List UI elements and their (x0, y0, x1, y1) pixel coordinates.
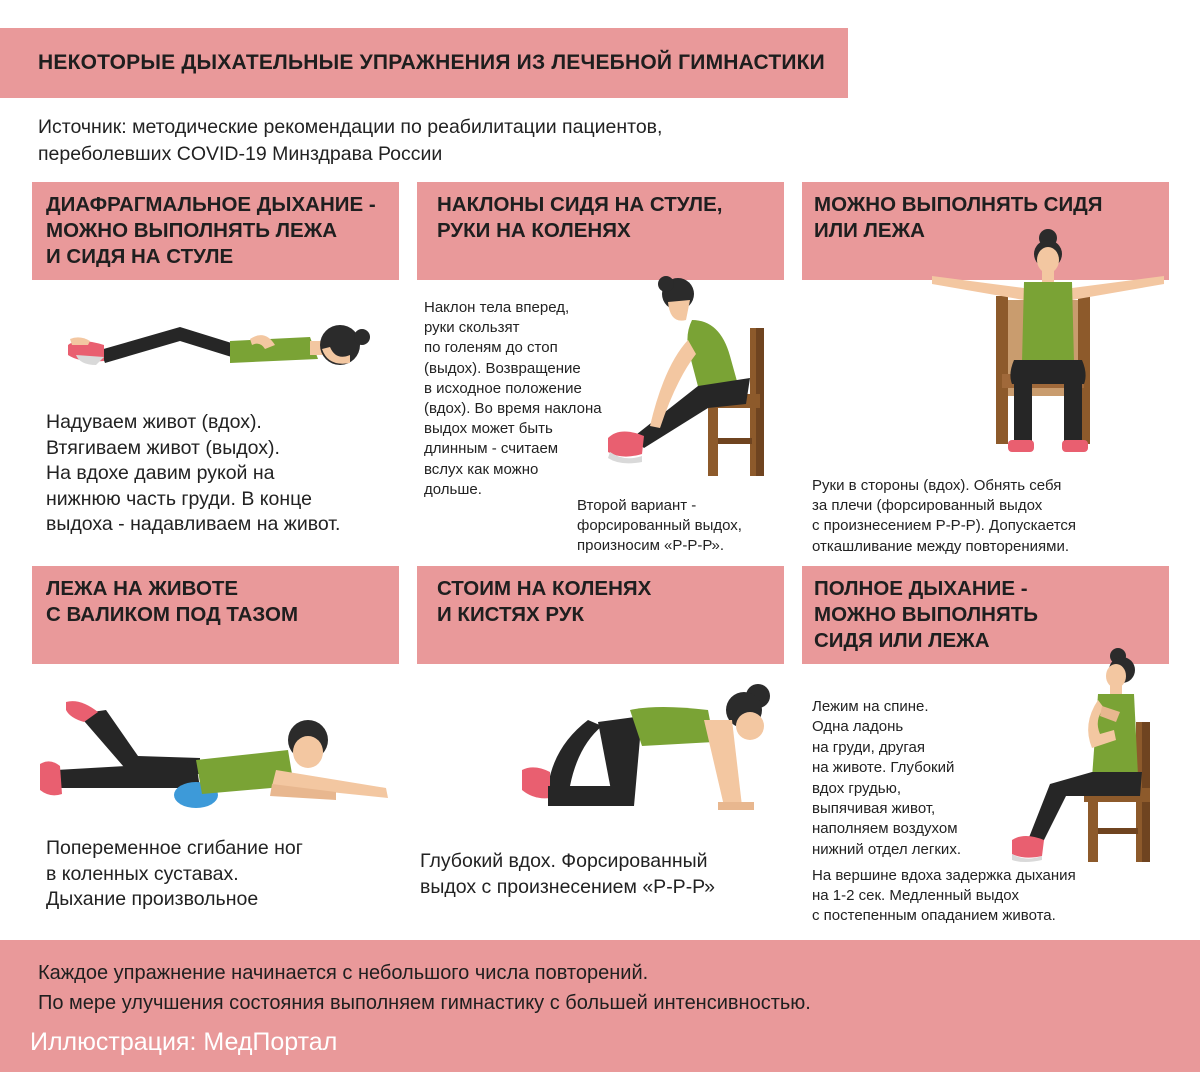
card-6-text-line: выпячивая живот, (812, 800, 936, 818)
card-1-text-line: выдоха - надавливаем на живот. (46, 513, 341, 535)
card-2-text-line: Наклон тела вперед, (424, 299, 570, 316)
card-2-text (424, 298, 602, 500)
card-1-header-line: МОЖНО ВЫПОЛНЯТЬ ЛЕЖА (46, 219, 338, 242)
source-line-2: переболевших COVID-19 Минздрава России (38, 143, 443, 165)
card-2-header-line: НАКЛОНЫ СИДЯ НА СТУЛЕ, (437, 193, 723, 216)
card-1-text-line: Втягиваем живот (выдох). (46, 436, 280, 459)
footer-text (38, 958, 811, 1018)
card-2-header (417, 182, 784, 280)
card-2-text-line: по голеням до стоп (424, 339, 558, 357)
card-3-text-line: с произнесением Р-Р-Р). Допускается (812, 517, 1077, 535)
card-6-note-line: На вершине вдоха задержка дыхания (812, 867, 1076, 884)
card-4-header (32, 566, 399, 664)
card-2-text-line: (выдох). Возвращение (424, 359, 581, 377)
card-4-text-line: Попеременное сгибание ног (46, 837, 303, 859)
source-line-1: Источник: методические рекомендации по реабилитации пациентов, (38, 116, 663, 138)
card-5-header-line: И КИСТЯХ РУК (437, 603, 584, 626)
card-5-text-line: Глубокий вдох. Форсированный (420, 850, 708, 872)
card-3-text (812, 476, 1076, 557)
card-2-text-line: руки скользят (424, 319, 520, 337)
card-3-header-line: ИЛИ ЛЕЖА (814, 219, 925, 242)
card-3-text-line: Руки в стороны (вдох). Обнять себя (812, 477, 1062, 494)
card-4-text-line: Дыхание произвольное (46, 888, 259, 910)
seated-bend-illustration (600, 276, 780, 476)
card-1-header-line: ДИАФРАГМАЛЬНОЕ ДЫХАНИЕ - (46, 193, 376, 216)
card-2-variant-line: Второй вариант - (577, 497, 697, 514)
illustration-credit: Иллюстрация: МедПортал (30, 1028, 338, 1056)
card-6-note-line: на 1-2 сек. Медленный выдох (812, 887, 1019, 905)
card-3-text-line: за плечи (форсированный выдох (812, 497, 1043, 515)
card-4-text-line: в коленных суставах. (46, 862, 239, 885)
card-2-variant-line: произносим «Р-Р-Р». (577, 537, 725, 555)
prone-roller-illustration (36, 700, 398, 810)
page-title: НЕКОТОРЫЕ ДЫХАТЕЛЬНЫЕ УПРАЖНЕНИЯ ИЗ ЛЕЧЕБНОЙ ГИМНАСТИКИ (0, 28, 848, 98)
card-3-text-line: откашливание между повторениями. (812, 537, 1070, 555)
card-2-text-line: длинным - считаем (424, 440, 559, 458)
seated-breathing-illustration (1012, 648, 1162, 864)
footer-line-1: Каждое упражнение начинается с небольшого числа повторений. (38, 962, 649, 984)
card-2-header-line: РУКИ НА КОЛЕНЯХ (437, 219, 631, 242)
card-6-header-line: МОЖНО ВЫПОЛНЯТЬ (814, 603, 1038, 626)
card-1-text (46, 410, 340, 538)
card-6-text-note (812, 866, 1076, 927)
card-1-header (32, 182, 399, 280)
card-6-text-line: на животе. Глубокий (812, 759, 955, 777)
card-6-text-line: нижний отдел легких. (812, 840, 961, 858)
card-1-text-line: нижнюю часть груди. В конце (46, 487, 312, 510)
card-2-text-line: выдох может быть (424, 420, 553, 438)
card-6-text-line: наполняем воздухом (812, 820, 958, 838)
card-6-text-line: Лежим на спине. (812, 698, 929, 715)
card-6-text-line: Одна ладонь (812, 718, 904, 736)
card-1-header-line: И СИДЯ НА СТУЛЕ (46, 245, 234, 268)
card-6-note-line: с постепенным опаданием живота. (812, 907, 1056, 925)
seated-arms-out-illustration (928, 224, 1168, 456)
card-5-text-line: выдох с произнесением «Р-Р-Р» (420, 875, 715, 898)
card-2-text-line: дольше. (424, 480, 482, 498)
card-4-text (46, 836, 303, 913)
card-2-text-line: (вдох). Во время наклона (424, 400, 602, 418)
card-2-text-line: вслух как можно (424, 460, 539, 478)
card-3-header-line: МОЖНО ВЫПОЛНЯТЬ СИДЯ (814, 193, 1103, 216)
card-5-header (417, 566, 784, 664)
card-2-text-line: в исходное положение (424, 379, 582, 397)
card-5-text (420, 849, 715, 900)
card-5-header-line: СТОИМ НА КОЛЕНЯХ (437, 577, 652, 600)
lying-back-illustration (60, 315, 370, 385)
card-6-header-line: СИДЯ ИЛИ ЛЕЖА (814, 629, 990, 652)
card-4-header-line: ЛЕЖА НА ЖИВОТЕ (46, 577, 239, 600)
card-6-text-line: на груди, другая (812, 738, 925, 756)
card-2-variant-line: форсированный выдох, (577, 517, 742, 535)
card-6-header-line: ПОЛНОЕ ДЫХАНИЕ - (814, 577, 1028, 600)
card-6-text-line: вдох грудью, (812, 779, 902, 797)
card-1-text-line: На вдохе давим рукой на (46, 462, 275, 484)
footer-line-2: По мере улучшения состояния выполняем гимнастику с большей интенсивностью. (38, 992, 811, 1014)
hands-knees-illustration (518, 686, 778, 818)
card-2-text-variant (577, 496, 742, 557)
card-4-header-line: С ВАЛИКОМ ПОД ТАЗОМ (46, 603, 299, 626)
card-6-text (812, 697, 961, 860)
card-1-text-line: Надуваем живот (вдох). (46, 411, 262, 433)
source-note (38, 114, 662, 168)
